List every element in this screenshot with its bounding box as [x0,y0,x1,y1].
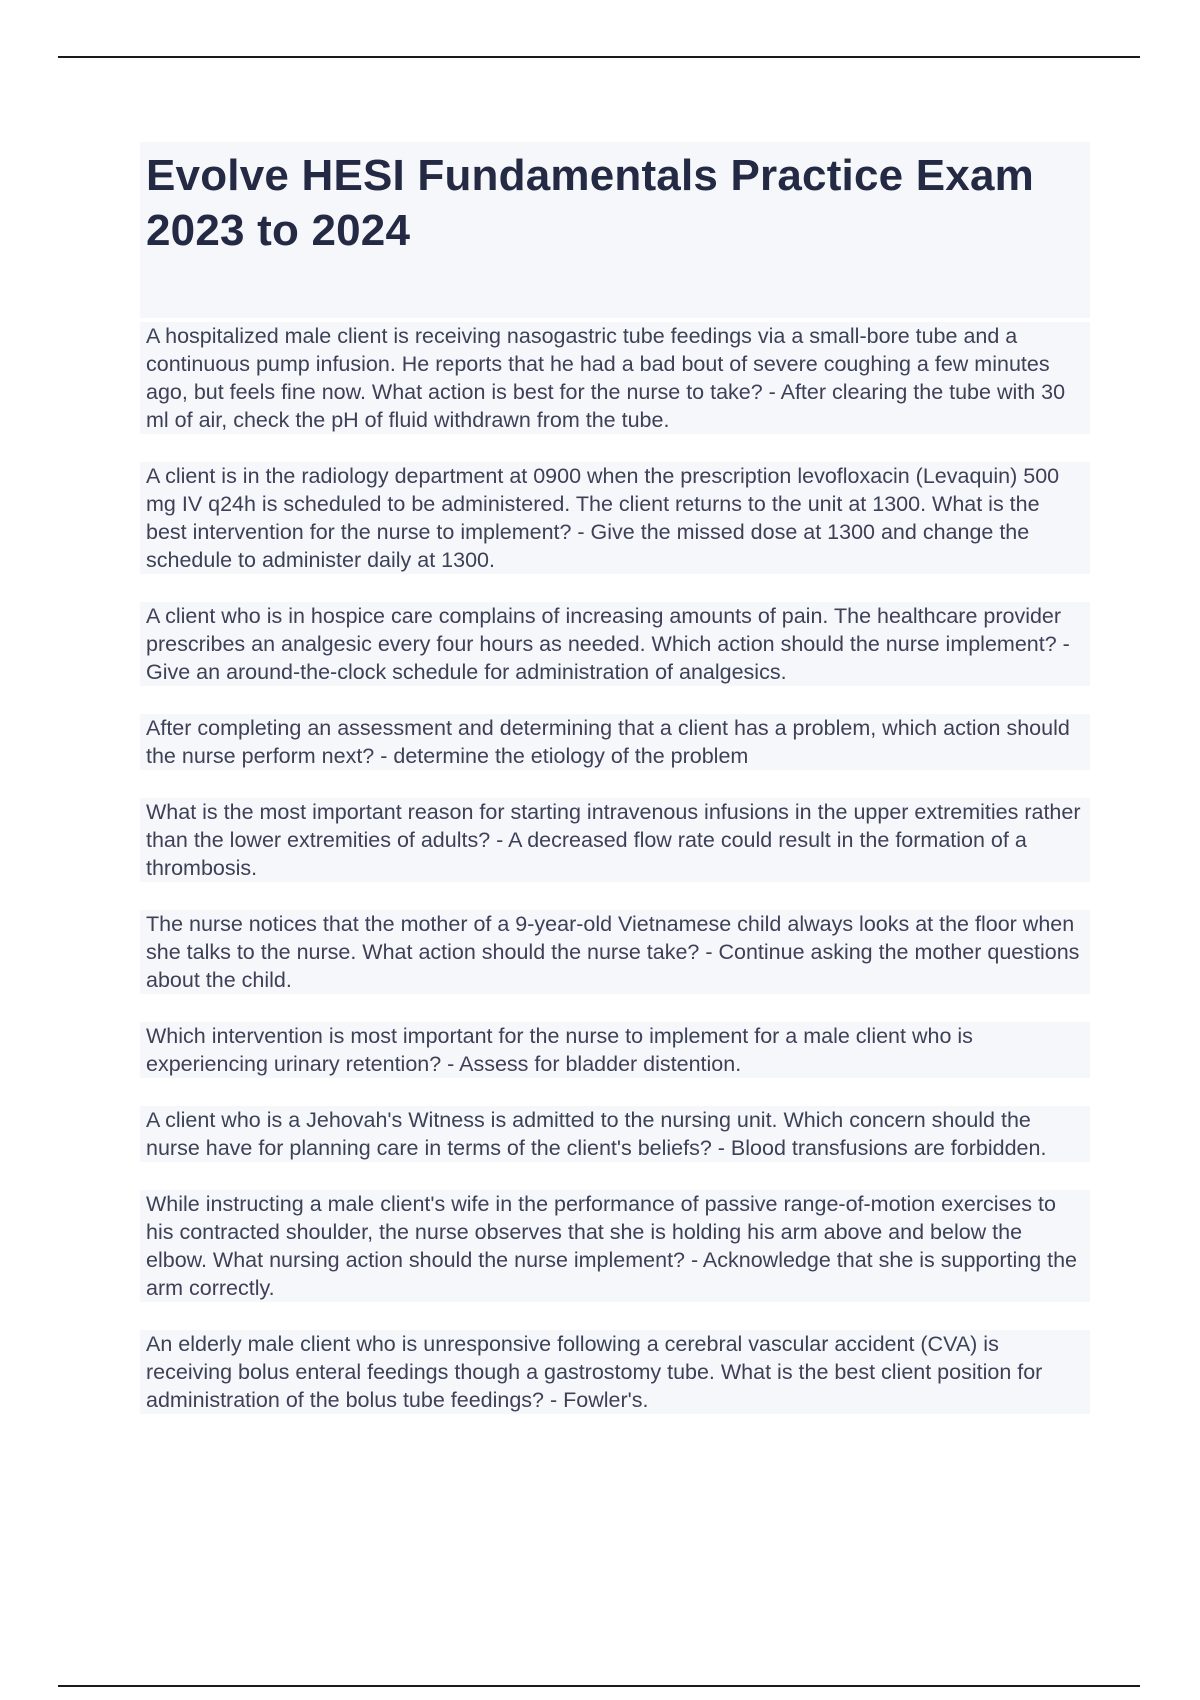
question-list [140,322,1090,1414]
question-item: A client who is in hospice care complains of increasing amounts of pain. The healthcare provider prescribes an analgesic every four hours as needed. Which action should the nurse implement? - Give an around-the-clock schedule for administration of analgesics. [140,602,1090,686]
question-item: A client is in the radiology department at 0900 when the prescription levofloxacin (Levaquin) 500 mg IV q24h is scheduled to be administered. The client returns to the unit at 1300. What is the best intervention for the nurse to implement? - Give the missed dose at 1300 and change the schedule to administer daily at 1300. [140,462,1090,574]
question-item: A hospitalized male client is receiving nasogastric tube feedings via a small-bore tube and a continuous pump infusion. He reports that he had a bad bout of severe coughing a few minutes ago, but feels fine now. What action is best for the nurse to take? - After clearing the tube with 30 ml of air, check the pH of fluid withdrawn from the tube. [140,322,1090,434]
title-block [140,142,1090,318]
question-item: What is the most important reason for starting intravenous infusions in the upper extremities rather than the lower extremities of adults? - A decreased flow rate could result in the formation of a thrombosis. [140,798,1090,882]
document-title: Evolve HESI Fundamentals Practice Exam 2023 to 2024 [146,151,1034,255]
question-item: While instructing a male client's wife in the performance of passive range-of-motion exercises to his contracted shoulder, the nurse observes that she is holding his arm above and below the elbow. What nursing action should the nurse implement? - Acknowledge that she is supporting the arm correctly. [140,1190,1090,1302]
question-item: An elderly male client who is unresponsive following a cerebral vascular accident (CVA) is receiving bolus enteral feedings though a gastrostomy tube. What is the best client position for administration of the bolus tube feedings? - Fowler's. [140,1330,1090,1414]
bottom-divider [58,1685,1140,1687]
question-item: A client who is a Jehovah's Witness is admitted to the nursing unit. Which concern should the nurse have for planning care in terms of the client's beliefs? - Blood transfusions are forbidden. [140,1106,1090,1162]
top-divider [58,56,1140,58]
document-body [140,142,1090,1442]
question-item: After completing an assessment and determining that a client has a problem, which action should the nurse perform next? - determine the etiology of the problem [140,714,1090,770]
question-item: The nurse notices that the mother of a 9-year-old Vietnamese child always looks at the floor when she talks to the nurse. What action should the nurse take? - Continue asking the mother questions about the child. [140,910,1090,994]
question-item: Which intervention is most important for the nurse to implement for a male client who is experiencing urinary retention? - Assess for bladder distention. [140,1022,1090,1078]
